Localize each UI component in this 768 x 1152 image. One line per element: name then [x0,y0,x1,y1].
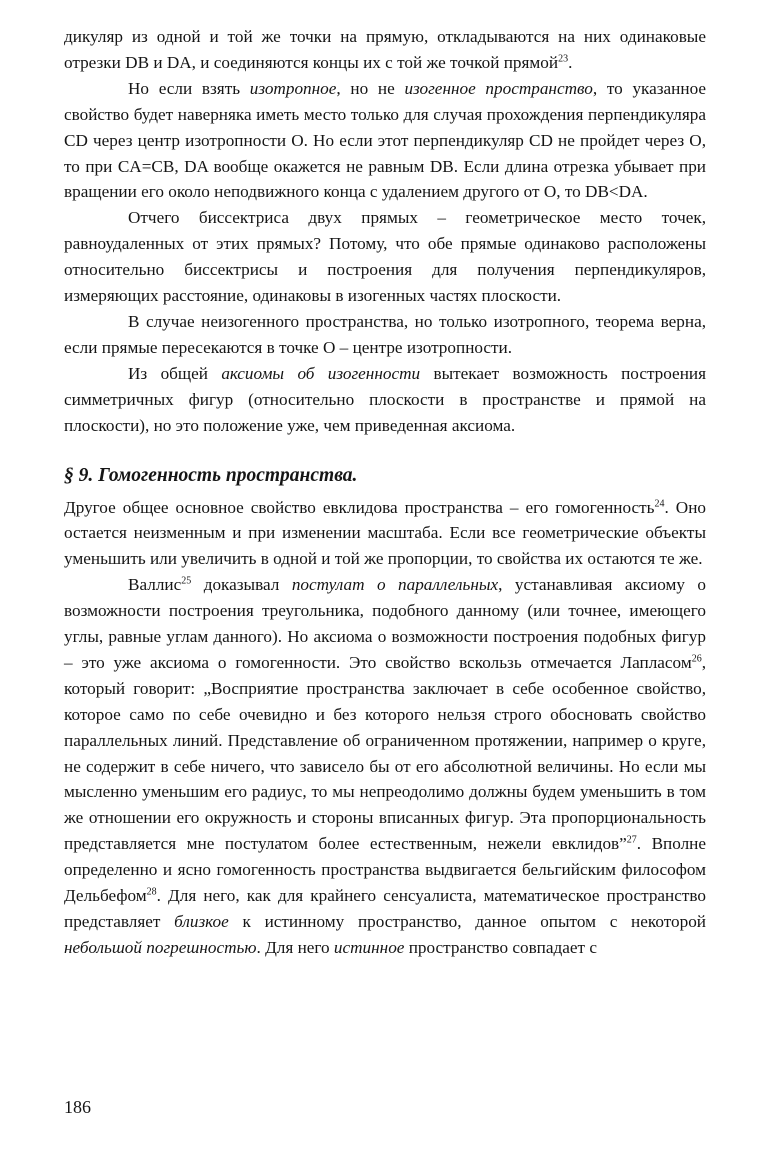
emphasis-parallel-postulate: постулат о параллельных [291,575,499,595]
footnote-ref-27: 27 [626,834,637,846]
page-body [64,24,706,961]
paragraph-2: Но если взять изотропное, но не изогенное пространство, то указанное свойство будет наверняка иметь место только для случая прохождения перпендикуляра CD через центр изотропности О. Но если этот перпендикуляр CD не пройдет через О, то при CA=CB, DA вообще окажется не равным DB. Если длина отрезка убывает при вращении его около неподвижного конца с удалением другого от О, то DB<DA. [64,78,707,202]
paragraph-1: дикуляр из одной и той же точки на прямую, откладываются на них одинаковые отрезки DB и DA, и соединяются концы их с той же точкой прямой$^{23}$. [64,27,706,72]
paragraph-4: В случае неизогенного пространства, но только изотропного, теорема верна, если прямые пересекаются в точке О – центре изотропности. [64,311,706,357]
footnote-ref-28: 28 [146,886,157,898]
paragraph-6: Другое общее основное свойство евклидова пространства – его гомогенность$^{24}$. Оно остается неизменным и при изменении масштаба. Если все геометрические объекты уменьшить или увеличить в одной и той же пропорции, то свойства их остаются те же. [64,497,706,569]
footnote-ref-23: 23 [558,53,569,65]
emphasis-close: близкое [174,912,229,931]
emphasis-isogeny-axiom: аксиомы об изогенности [221,363,421,383]
emphasis-isotropic: изотропное [249,78,337,98]
emphasis-isogenic-space: изогенное пространство [404,78,593,98]
paragraph-7: Валлис$^{25}$ доказывал постулат о параллельных, устанавливая аксиому о возможности построения треугольника, подобного данному (или точнее, имеющего углы, равные углам данного). Но аксиома о возможности построения подобных фигур – это уже аксиома о гомогенности. Это свойство вскользь отмечается Лапласом$^{26}$, который говорит: „Восприятие пространства заключает в себе особенное свойство, которое само по себе очевидно и без которого нельзя строго обосновать свойство параллельных линий. Представление об ограниченном протяжении, например о круге, не содержит в себе ничего, что зависело бы от его абсолютной величины. Но если мы мысленно уменьшим его радиус, то мы непреодолимо должны будем уменьшить в том же отношении его окружность и стороны вписанных фигур. Эта пропорциональность представляется мне постулатом более естественным, нежели евклидов”$^{27}$. Вполне определенно и ясно гомогенность пространства выдвигается бельгийским философом Дельбефом$^{28}$. Для него, как для крайнего сенсуалиста, математическое пространство представляет близкое к истинному пространство, данное опытом с некоторой небольшой погрешностью. Для него истинное пространство совпадает с [64,575,707,957]
footnote-ref-26: 26 [691,653,702,665]
paragraph-3: Отчего биссектриса двух прямых – геометрическое место точек, равноудаленных от этих прямых? Потому, что обе прямые одинаково расположены относительно биссектрисы и построения для получения перпендикуляров, измеряющих расстояние, одинаковы в изогенных частях плоскости. [64,208,706,306]
emphasis-true: истинное [333,937,405,957]
section-heading: § 9. Гомогенность пространства. [64,464,358,486]
footnote-ref-24: 24 [654,497,665,509]
footnote-ref-25: 25 [181,575,192,587]
page-number: 186 [64,1097,91,1117]
emphasis-small-error: небольшой погрешностью [64,937,257,957]
paragraph-5: Из общей аксиомы об изогенности вытекает возможность построения симметричных фигур (относительно плоскости в пространстве и прямой на плоскости), но это положение уже, чем приведенная аксиома. [64,363,706,435]
